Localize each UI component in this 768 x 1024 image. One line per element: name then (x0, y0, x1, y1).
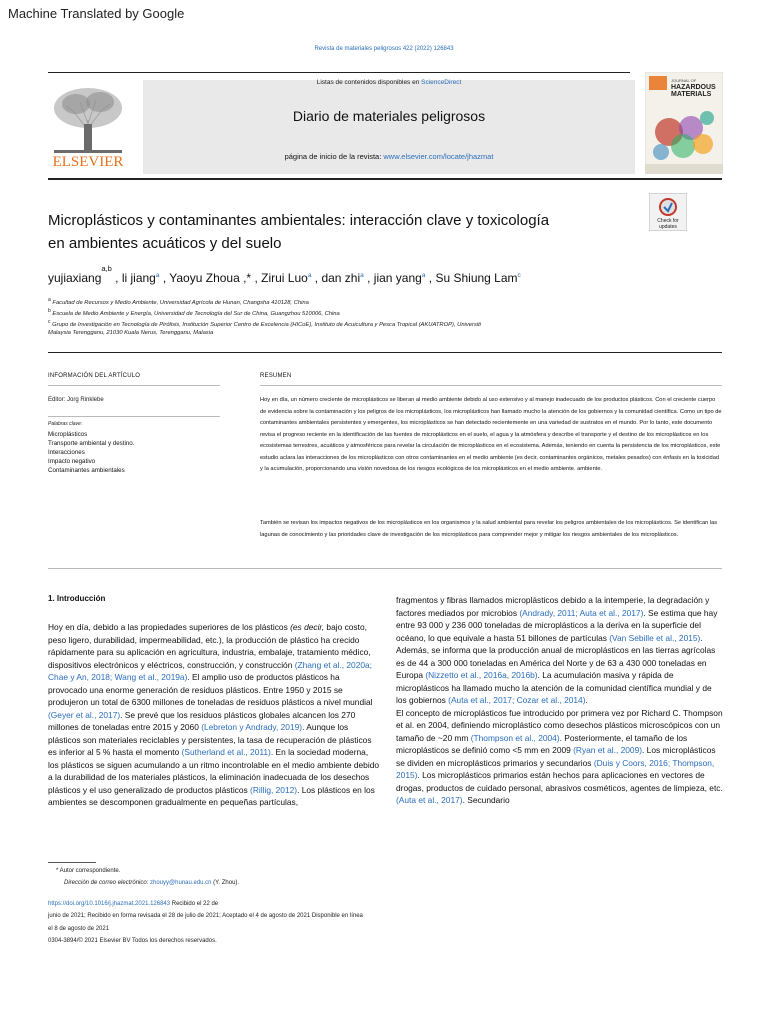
citation-link[interactable]: (Lebreton y Andrady, 2019) (201, 722, 303, 732)
author-affiliation-mark: a,b (101, 264, 112, 273)
citation-link[interactable]: (Nizzetto et al., 2016a, 2016b) (425, 670, 538, 680)
keyword-item: Contaminantes ambientales (48, 467, 125, 474)
author-name[interactable]: , Zirui Luo (254, 271, 308, 285)
check-for-updates-badge[interactable] (649, 193, 687, 231)
keywords-label: Palabras clave: (48, 421, 83, 427)
cover-title-1: JOURNAL OF (671, 78, 697, 83)
body-text-run: . Los microplásticos se dividen en microplásticos primarios y secundarios (396, 745, 716, 768)
body-text-run: . En la sociedad moderna, los plásticos se siguen acumulando a un ritmo incontrolable en el medio ambiente debido a la durabilidad de los materiales plásticos, la eliminación inadecuada de los desechos plásticos y el uso generalizado de productos plásticos (48, 747, 380, 795)
homepage-prefix: página de inicio de la revista: (284, 152, 384, 161)
corresponding-author-note: * Autor correspondiente. (56, 868, 121, 874)
affiliation-text: Grupo de Investigación en Tecnología de Pirólisis, Institución Superior Centro de Excelencia (HICoE), Instituto de Acuicultura y Pesca Tropical (AKUATROP), Universiti (52, 321, 481, 328)
cover-title-2: HAZARDOUS (671, 84, 716, 91)
body-text-run: (es decir, (290, 622, 325, 632)
citation-link[interactable]: (Geyer et al., 2017) (48, 709, 121, 720)
affiliation-mark: a (48, 297, 51, 303)
body-text-run: bajo costo, peso ligero, durabilidad, impermeabilidad, etc.), la producción de plástico ha crecido rápidamente para su aplicación en agricultura, industria, embalaje, tratamiento médico, dispositivos electrónicos y eléctricos, construcción, y construcción (48, 622, 371, 670)
keyword-item: Microplásticos (48, 431, 88, 438)
affiliation-c-continued (48, 329, 608, 338)
affiliation-mark: c (48, 319, 51, 325)
body-text-run: . Secundario (462, 795, 510, 805)
author-affiliation-mark[interactable]: c (517, 272, 521, 279)
body-text-run: . El amplio uso de productos plásticos ha provocado una enorme generación de residuos plásticos. Entre 1950 y 2015 se produjeron un total de 6300 millones de toneladas de residuos plásticos a nivel mundial (48, 672, 373, 707)
author-list (48, 264, 638, 285)
body-text-run: . (585, 695, 588, 705)
affiliation-mark: b (48, 308, 51, 314)
author-name[interactable]: , jian yang (367, 271, 422, 285)
body-text-run: . La acumulación masiva y rápida de microplásticos ha llamado mucho la atención de la comunidad científica mundial y de los gobiernos (396, 670, 712, 705)
author-name[interactable]: yujiaxiang (48, 271, 102, 285)
check-label-1: Check for (657, 218, 679, 224)
body-text-run: El concepto de microplásticos fue introducido por primera vez por Richard C. Thompson et al. en 2004, definiendo microplástico como desechos plásticos microscópicos con un tamaño de ~20 mm (396, 707, 723, 743)
author-name[interactable]: , li jiang (115, 271, 156, 285)
homepage-link[interactable]: www.elsevier.com/locate/jhazmat (383, 152, 494, 161)
journal-cover-image (645, 72, 723, 174)
elsevier-logo (40, 80, 136, 174)
doi-link[interactable]: https://doi.org/10.1016/j.jhazmat.2021.126843 (48, 901, 171, 907)
citation-link[interactable]: (Andrady, 2011; Auta et al., 2017) (519, 607, 644, 618)
contents-list-prefix: Listas de contenidos disponibles en (316, 79, 422, 86)
email-suffix: (Y. Zhou). (211, 880, 240, 886)
author-affiliation-mark[interactable]: a (360, 272, 364, 279)
email-link[interactable]: zhouyy@hunau.edu.cn (150, 880, 212, 886)
copyright-line: 0304-3894/© 2021 Elsevier BV Todos los derechos reservados. (48, 938, 217, 944)
journal-name: Diario de materiales peligrosos (292, 108, 486, 124)
body-text-run: Hoy en día, debido a las propiedades superiores de los plásticos (48, 622, 291, 632)
citation-link[interactable]: (Ryan et al., 2009) (573, 745, 643, 755)
body-text-run: . Aunque los plásticos son materiales reciclables y persistentes, la tasa de recuperación de plásticos es inferior al 5 % hasta el momento (48, 722, 372, 757)
received-part-1: Recibido el 22 de (170, 901, 219, 907)
citation-link[interactable]: (Thompson et al., 2004) (470, 732, 560, 743)
citation-link[interactable]: (Auta et al., 2017; Cozar et al., 2014) (448, 695, 586, 705)
citation-link[interactable]: (Sutherland et al., 2011) (181, 747, 271, 757)
article-info-heading: INFORMACIÓN DEL ARTÍCULO (48, 373, 141, 379)
author-name[interactable]: , dan zhi (314, 271, 361, 285)
citation-link[interactable]: (Auta et al., 2017) (396, 795, 463, 805)
keyword-item: Impacto negativo (48, 458, 96, 465)
header-top-rule (48, 72, 630, 73)
abstract-paragraph-1: Hoy en día, un número creciente de microplásticos se liberan al medio ambiente debido al uso extensivo y al manejo inadecuado de los productos plásticos. Con el creciente cuerpo de evidencia sobre la contaminación y los peligros de los microplásticos, los microplásticos han llamado mucho la atención de los gobiernos y la comunidad científica. Como un tipo de contaminantes ambientales persistentes y emergentes, los microplásticos se han detectado recientemente en una variedad de sustratos en el mundo. Por lo tanto, este documento revisa el progreso reciente en la identificación de las fuentes de microplásticos en el suelo, el agua y la atmósfera y describe el transporte y el destino de los microplásticos en los ecosistemas terrestres, acuáticos y atmosféricos para revelar la circulación de microplásticos en el ecosistema. Además, teniendo en cuenta la persistencia de los microplásticos, este estudio aclara las interacciones de los microplásticos con otros contaminantes en el medio ambiente (es decir, contaminantes orgánicos, metales pesados) con énfasis en la toxicidad y la acumulación, proporcionando una visión novedosa de los riesgos ecológicos de los microplásticos en el medio ambiente. ambiente. (260, 397, 722, 472)
keyword-list (48, 430, 134, 475)
contents-list-line (143, 79, 635, 86)
section-heading: 1. Introducción (48, 594, 106, 603)
citation-link[interactable]: (Zhang et al., 2020a; Chae y An, 2018; Wang et al., 2019a) (48, 659, 372, 682)
body-text-run: fragmentos y fibras llamados microplásticos debido a la intemperie, la degradación y factores mediados por microbios (396, 595, 710, 618)
machine-translation-banner: Machine Translated by Google (8, 6, 185, 21)
citation-link[interactable]: (Rillig, 2012) (250, 784, 298, 795)
body-text-run: . Los microplásticos primarios están hechos para aplicaciones en vectores de drogas, productos de cuidado personal, abrasivos cosméticos, agentes de limpieza, etc. (396, 770, 723, 793)
body-text-run: . Posteriormente, el tamaño de los microplásticos se definió como <5 mm en 2009 (396, 732, 688, 755)
received-dates-line: junio de 2021; Recibido en forma revisada el 28 de julio de 2021; Aceptado el 4 de agosto de 2021 Disponible en línea (48, 913, 363, 919)
elsevier-wordmark: ELSEVIER (52, 154, 124, 170)
journal-homepage-line (143, 152, 635, 161)
body-text-run: . Los plásticos en los ambientes se descomponen gradualmente en pequeñas partículas, (48, 784, 375, 807)
body-left-column (48, 621, 380, 809)
journal-citation[interactable]: Revista de materiales peligrosos 422 (2022) 126843 (314, 46, 454, 52)
abstract-paragraph-2: También se revisan los impactos negativos de los microplásticos en los organismos y la salud ambiental para revelar los peligros ambientales de los microplásticos. Se identifican las lagunas de conocimiento y las prioridades clave de investigación de los microplásticos para comprender mejor y mitigar los riesgos ambientales de los microplásticos. (260, 520, 718, 538)
abstract-heading: RESUMEN (260, 373, 292, 379)
body-right-column (396, 594, 724, 807)
article-title-line-1: Microplásticos y contaminantes ambientales: interacción clave y toxicología (48, 212, 550, 229)
check-label-2: updates (659, 224, 677, 230)
email-label: Dirección de correo electrónico: (64, 880, 151, 886)
author-affiliation-mark[interactable]: a (155, 272, 160, 279)
footnote-rule (48, 862, 96, 863)
keyword-item: Transporte ambiental y destino. (48, 440, 135, 447)
keyword-item: Interacciones (48, 449, 85, 456)
email-note (64, 878, 239, 889)
abstract-rule (260, 385, 722, 386)
editor-rule (48, 416, 220, 417)
article-title-line-2: en ambientes acuáticos y del suelo (48, 235, 282, 252)
abstract-bottom-rule (48, 568, 722, 569)
affiliation-text: Facultad de Recursos y Medio Ambiente, Universidad Agrícola de Hunan, Changsha 410128, China (52, 299, 309, 306)
author-name[interactable]: , Su Shiung Lam (428, 271, 518, 285)
cover-title-3: MATERIALS (671, 91, 712, 98)
header-bottom-rule (48, 178, 722, 180)
body-text-run: . Se prevé que los residuos plásticos globales alcancen los 270 millones de toneladas entre 2015 y 2060 (48, 709, 356, 732)
sciencedirect-link[interactable]: ScienceDirect (421, 79, 462, 86)
article-title (48, 209, 628, 255)
body-text-run: . Se estima que hay entre 93 000 y 236 000 toneladas de microplásticos a la deriva en la superficie del océano, lo que equivale a hasta 51 billones de partículas (396, 607, 718, 643)
affiliation-text: Escuela de Medio Ambiente y Energía, Universidad de Tecnología del Sur de China, Guangzhou 510006, China (52, 310, 340, 317)
affiliation-text: Malaysia Terengganu, 21030 Kuala Nerus, Terengganu, Malasia (48, 330, 214, 336)
citation-link[interactable]: (Duis y Coors, 2016; Thompson, 2015) (396, 757, 715, 780)
body-text-run: . Además, se informa que la producción anual de microplásticos en las tierras agrícolas es de 44 a 300 000 toneladas en América del Norte y de 63 a 430 000 toneladas en Europa (396, 632, 716, 680)
author-name[interactable]: , Yaoyu Zhoua ,* (162, 271, 252, 285)
front-matter-rule (48, 352, 722, 353)
available-online-line: el 8 de agosto de 2021 (48, 926, 110, 932)
author-affiliation-mark[interactable]: a (307, 272, 312, 279)
article-info-rule (48, 385, 220, 386)
doi-line (48, 899, 218, 910)
editor-line: Editor: Jorg Rinklebe (48, 397, 104, 403)
citation-link[interactable]: (Van Sebille et al., 2015) (609, 632, 701, 643)
author-affiliation-mark[interactable]: a (421, 272, 426, 279)
